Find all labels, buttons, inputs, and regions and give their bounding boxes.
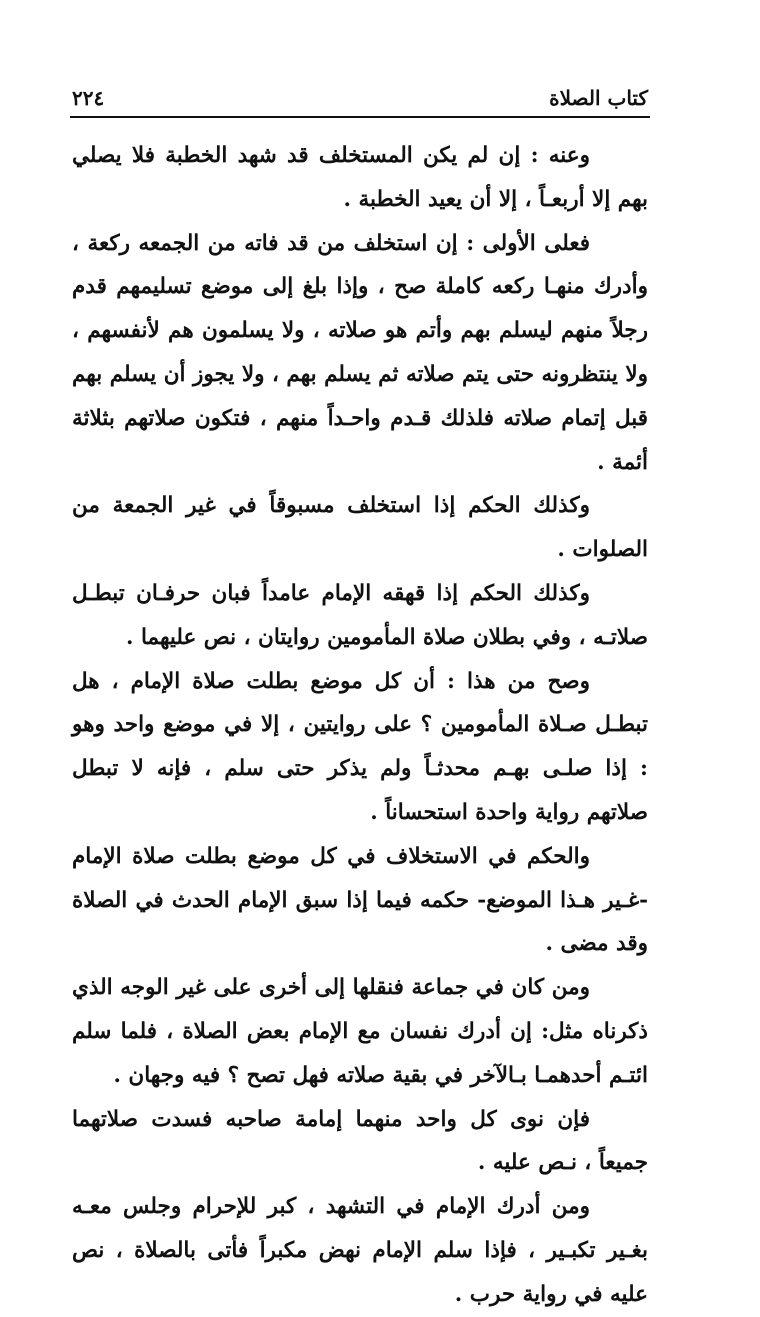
- body-text: [72, 134, 648, 1317]
- book-title: كتاب الصلاة: [549, 86, 648, 110]
- paragraph: فإن نوى كل واحد منهما إمامة صاحبه فسدت صلاتهما جميعاً ، نـص عليه .: [72, 1106, 648, 1176]
- paragraph: وكذلك الحكم إذا قهقه الإمام عامداً فبان حرفـان تبطـل صلاتـه ، وفي بطلان صلاة المأمومين روايتان ، نص عليهما .: [72, 580, 648, 650]
- running-header: [72, 80, 648, 110]
- paragraph: ومن أدرك الإمام في التشهد ، كبر للإحرام وجلس معـه بغـير تكبـير ، فإذا سلم الإمام نهض مكبراً فأتى بالصلاة ، نص عليه في رواية حرب .: [72, 1194, 648, 1307]
- page-number: ٢٢٤: [72, 86, 105, 110]
- paragraph: وعنه : إن لم يكن المستخلف قد شهد الخطبة فلا يصلي بهم إلا أربعـاً ، إلا أن يعيد الخطبة .: [72, 143, 648, 212]
- paragraph: فعلى الأولى : إن استخلف من قد فاته من الجمعه ركعة ، وأدرك منهـا ركعه كاملة صح ، وإذا بلغ إلى موضع تسليمهم قدم رجلاً منهم ليسلم بهم وأتم هو صلاته ، ولا يسلمون هم لأنفسهم ، ولا ينتظرونه حتى يتم صلاته ثم يسلم بهم ، ولا يجوز أن يسلم بهم قبل إتمام صلاته فلذلك قـدم واحـداً منهم ، فتكون صلاتهم بثلاثة أئمة .: [72, 230, 648, 475]
- header-rule: [70, 116, 650, 118]
- paragraph: وكذلك الحكم إذا استخلف مسبوقاً في غير الجمعة من الصلوات .: [72, 493, 648, 563]
- paragraph: وصح من هذا : أن كل موضع بطلت صلاة الإمام ، هل تبطـل صـلاة المأمومين ؟ على روايتين ، إلا في موضع واحد وهو : إذا صلـى بهـم محدثـاً ولم يذكر حتى سلم ، فإنه لا تبطل صلاتهم رواية واحدة استحساناً .: [72, 668, 648, 825]
- paragraph: والحكم في الاستخلاف في كل موضع بطلت صلاة الإمام -غـير هـذا الموضع- حكمه فيما إذا سبق الإمام الحدث في الصلاة وقد مضى .: [72, 843, 648, 957]
- paragraph: ومن كان في جماعة فنقلها إلى أخرى على غير الوجه الذي ذكرناه مثل: إن أدرك نفسان مع الإمام بعض الصلاة ، فلما سلم ائتـم أحدهمـا بـالآخر في بقية صلاته فهل تصح ؟ فيه وجهان .: [72, 975, 648, 1088]
